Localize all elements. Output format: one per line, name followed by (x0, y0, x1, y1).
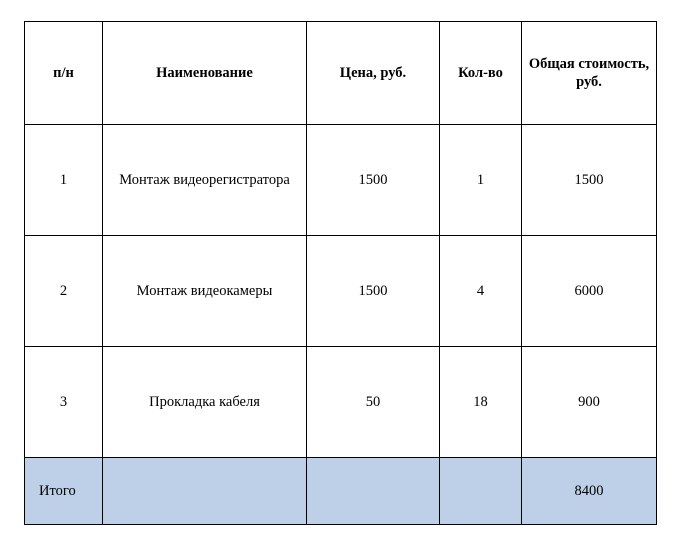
total-row (25, 458, 657, 525)
table-row (25, 236, 657, 347)
header-cell-name: Наименование (103, 22, 307, 125)
cell-name: Монтаж видеорегистратора (103, 125, 307, 236)
header-cell-quantity: Кол-во (440, 22, 522, 125)
total-cell-name (103, 458, 307, 525)
cell-price: 1500 (307, 125, 440, 236)
header-row (25, 22, 657, 125)
header-cell-number: п/н (25, 22, 103, 125)
total-cell-sum: 8400 (522, 458, 657, 525)
total-cell-price (307, 458, 440, 525)
cell-quantity: 1 (440, 125, 522, 236)
cell-number: 2 (25, 236, 103, 347)
cell-quantity: 18 (440, 347, 522, 458)
table-body (25, 125, 657, 525)
cell-name: Прокладка кабеля (103, 347, 307, 458)
table-row (25, 347, 657, 458)
cell-quantity: 4 (440, 236, 522, 347)
cell-number: 3 (25, 347, 103, 458)
cell-number: 1 (25, 125, 103, 236)
cell-price: 50 (307, 347, 440, 458)
header-cell-price: Цена, руб. (307, 22, 440, 125)
cell-total: 1500 (522, 125, 657, 236)
cell-total: 900 (522, 347, 657, 458)
total-cell-quantity (440, 458, 522, 525)
cell-price: 1500 (307, 236, 440, 347)
cell-total: 6000 (522, 236, 657, 347)
total-label: Итого (25, 458, 103, 525)
table-header (25, 22, 657, 125)
price-table (24, 21, 657, 525)
table-row (25, 125, 657, 236)
cell-name: Монтаж видеокамеры (103, 236, 307, 347)
header-cell-total: Общая стоимость, руб. (522, 22, 657, 125)
